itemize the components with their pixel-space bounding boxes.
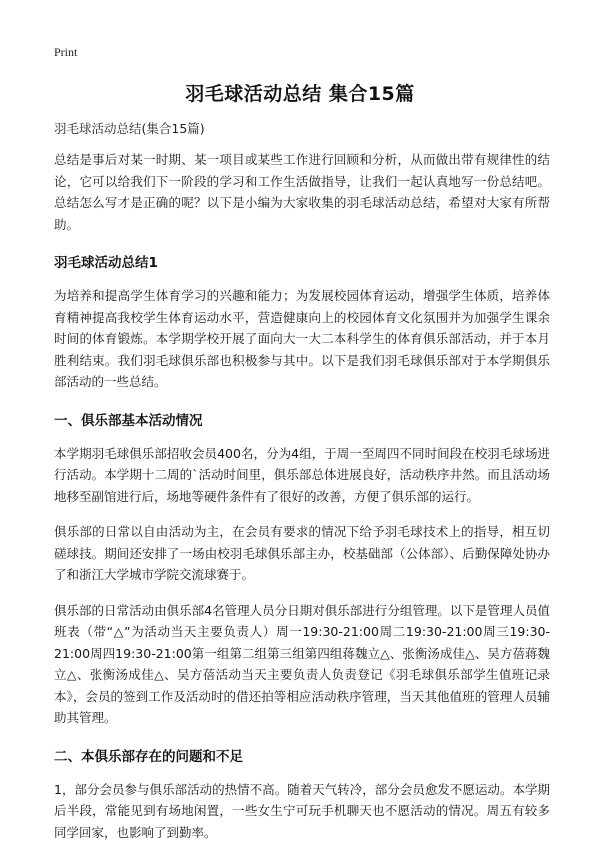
page-title: 羽毛球活动总结 集合15篇	[185, 83, 415, 105]
activity-overview-heading: 一、俱乐部基本活动情况	[54, 412, 203, 429]
activity-overview-paragraph-2: 俱乐部的日常以自由活动为主，在会员有要求的情况下给予羽毛球技术上的指导，相互切磋球技。期间还安排了一场由校羽毛球俱乐部主办，校基础部（公体部）、后勤保障处协办了和浙江大学城市学院交流球赛于。	[54, 524, 550, 582]
activity-overview-paragraph-3: 俱乐部的日常活动由俱乐部4名管理人员分日期对俱乐部进行分组管理。以下是管理人员值班表（带“△”为活动当天主要负责人）周一19:30-21:00周二19:30-21:00周三19:30-21:00周四19:30-21:00第一组第二组第三组第四组蒋魏立△、张衡汤成佳△、吴方蓓蒋魏立△、张衡汤成佳△、吴方蓓活动当天主要负责人负责登记《羽毛球俱乐部学生值班记录本》，会员的签到工作及活动时的借还拍等相应活动秩序管理，当天其他值班的管理人员辅助其管理。	[54, 602, 550, 725]
intro-paragraph: 总结是事后对某一时期、某一项目或某些工作进行回顾和分析，从而做出带有规律性的结论，它可以给我们下一阶段的学习和工作生活做指导，让我们一起认真地写一份总结吧。总结怎么写才是正确的呢？以下是小编为大家收集的羽毛球活动总结，希望对大家有所帮助。	[54, 152, 550, 232]
section-1-heading: 羽毛球活动总结1	[54, 255, 158, 271]
activity-overview-paragraph-1: 本学期羽毛球俱乐部招收会员400名，分为4组，于周一至周四不同时间段在校羽毛球场进行活动。本学期十二周的`活动时间里，俱乐部总体进展良好，活动秩序井然。而且活动场地移至副馆进行后，场地等硬件条件有了很好的改善，方便了俱乐部的运行。	[54, 445, 550, 504]
print-label[interactable]: Print	[54, 45, 78, 59]
document-subtitle: 羽毛球活动总结(集合15篇)	[54, 121, 205, 136]
problems-heading: 二、本俱乐部存在的问题和不足	[54, 748, 243, 765]
document-body	[54, 119, 550, 857]
problems-paragraph-1: 1，部分会员参与俱乐部活动的热情不高。随着天气转冷，部分会员愈发不愿运动。本学期后半段，常能见到有场地闲置，一些女生宁可玩手机聊天也不愿活动的情况。周五有较多同学回家，也影响了到勤率。	[54, 781, 550, 840]
section-1-paragraph: 为培养和提高学生体育学习的兴趣和能力；为发展校园体育运动，增强学生体质，培养体育精神提高我校学生体育运动水平，营造健康向上的校园体育文化氛围并为加强学生课余时间的体育锻炼。本学期学校开展了面向大一大二本科学生的体育俱乐部活动，并于本月胜利结束。我们羽毛球俱乐部也积极参与其中。以下是我们羽毛球俱乐部对于本学期俱乐部活动的一些总结。	[54, 288, 550, 389]
